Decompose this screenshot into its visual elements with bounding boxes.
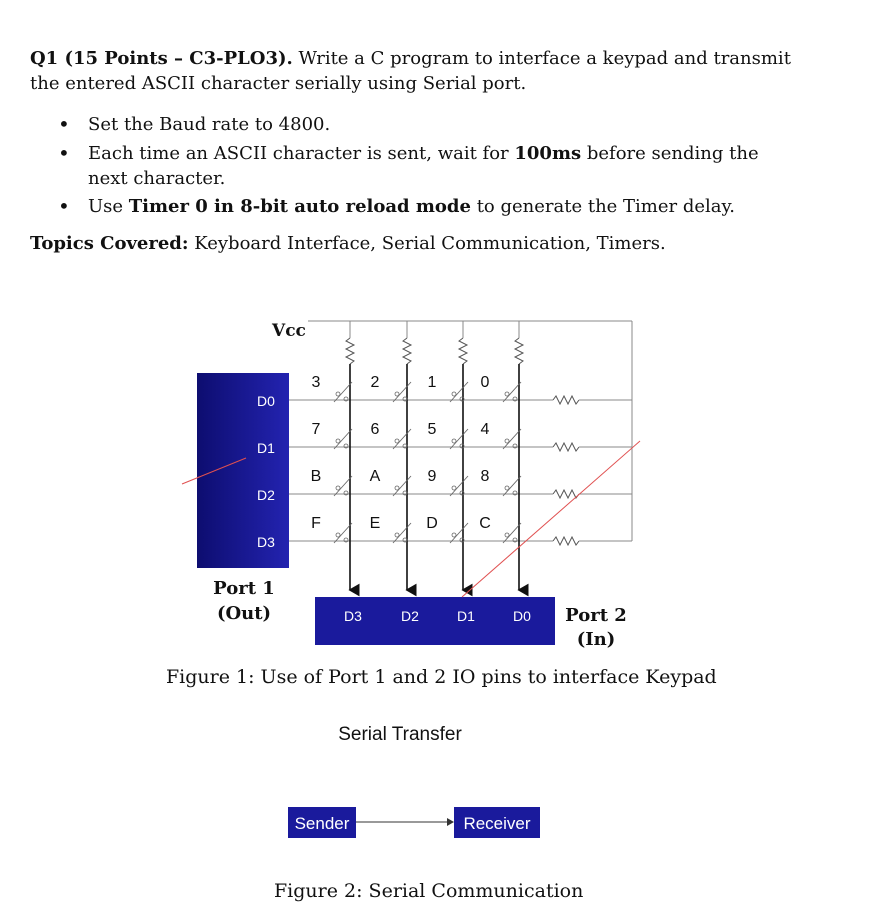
key-label: A <box>369 468 381 485</box>
key-label: 5 <box>427 421 437 438</box>
question-label: Q1 (15 Points – C3-PLO3). <box>30 48 293 69</box>
bullet-text: Set the Baud rate to 4800. <box>88 114 331 135</box>
row-resistor <box>553 537 579 545</box>
topics-text: Keyboard Interface, Serial Communication, Timers. <box>194 233 666 254</box>
key-label: D <box>426 515 438 532</box>
port1-direction: (Out) <box>216 603 272 624</box>
bullet-text: before sending the next character. <box>88 143 759 189</box>
key-switch <box>336 392 340 396</box>
row-resistor <box>553 490 579 498</box>
port2-pin-label: D3 <box>344 608 362 624</box>
key-switch <box>505 439 509 443</box>
key-switch <box>452 486 456 490</box>
bullet-text: Each time an ASCII character is sent, wait for <box>88 143 515 164</box>
key-label: 1 <box>427 374 437 391</box>
port1-pin-label: D2 <box>257 487 275 503</box>
port2-pin-label: D2 <box>401 608 419 624</box>
figure2-caption: Figure 2: Serial Communication <box>274 880 584 902</box>
key-label: 4 <box>480 421 490 438</box>
key-switch <box>505 533 509 537</box>
key-label: C <box>479 515 491 532</box>
serial-transfer-title: Serial Transfer <box>338 724 462 745</box>
port2-direction: (In) <box>576 629 616 650</box>
question-text: Write a C program to interface a keypad and transmit the entered ASCII character serially using Serial port. <box>30 48 791 94</box>
receiver-label: Receiver <box>463 814 531 833</box>
key-label: 9 <box>427 468 437 485</box>
bullet-text: Timer 0 in 8-bit auto reload mode <box>128 196 471 217</box>
key-label: 2 <box>370 374 380 391</box>
sender-label: Sender <box>294 814 350 833</box>
column-resistor <box>459 338 467 364</box>
bullet-text: to generate the Timer delay. <box>470 196 736 217</box>
key-switch <box>395 439 399 443</box>
key-switch <box>395 486 399 490</box>
key-switch <box>452 533 456 537</box>
row-resistor <box>553 396 579 404</box>
key-switch <box>336 533 340 537</box>
bullet-dot: • <box>58 141 70 165</box>
port2-label: Port 2 <box>565 605 627 626</box>
port2-pin-label: D1 <box>457 608 475 624</box>
key-label: 3 <box>311 374 321 391</box>
figure1-caption: Figure 1: Use of Port 1 and 2 IO pins to interface Keypad <box>166 666 717 688</box>
key-switch <box>452 392 456 396</box>
column-resistor <box>346 338 354 364</box>
key-switch <box>395 533 399 537</box>
bullet-text: 100ms <box>514 143 582 164</box>
port1-block <box>197 373 289 568</box>
port1-pin-label: D3 <box>257 534 275 550</box>
key-switch <box>336 439 340 443</box>
key-switch <box>395 392 399 396</box>
key-label: 0 <box>480 374 490 391</box>
key-label: 8 <box>480 468 490 485</box>
bullet-dot: • <box>58 194 70 218</box>
column-resistor <box>403 338 411 364</box>
topics-label: Topics Covered: <box>30 233 189 254</box>
key-label: B <box>310 468 322 485</box>
port2-pin-label: D0 <box>513 608 531 624</box>
bullet-dot: • <box>58 112 70 136</box>
key-switch <box>505 392 509 396</box>
bullet-text: Use <box>88 196 129 217</box>
key-label: E <box>369 515 381 532</box>
key-label: F <box>311 515 321 532</box>
port1-label: Port 1 <box>213 578 275 599</box>
vcc-label: Vcc <box>272 321 306 341</box>
key-label: 7 <box>311 421 321 438</box>
key-switch <box>452 439 456 443</box>
port1-pin-label: D1 <box>257 440 275 456</box>
port1-pin-label: D0 <box>257 393 275 409</box>
key-switch <box>505 486 509 490</box>
key-label: 6 <box>370 421 380 438</box>
column-resistor <box>515 338 523 364</box>
key-switch <box>336 486 340 490</box>
row-resistor <box>553 443 579 451</box>
